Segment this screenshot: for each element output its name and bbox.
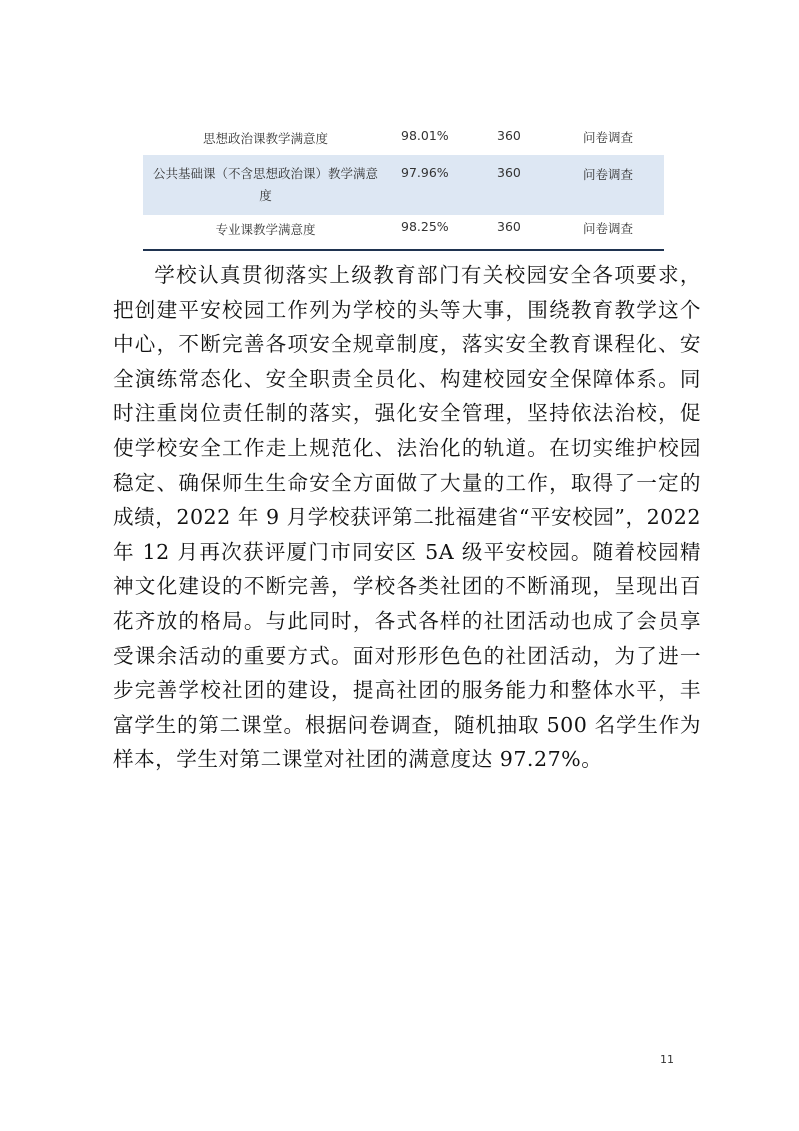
- row-percentage: 98.25%: [401, 219, 449, 234]
- table-row: [143, 155, 664, 215]
- row-percentage: 98.01%: [401, 128, 449, 143]
- page-number: 11: [660, 1053, 674, 1066]
- row-count: 360: [497, 219, 521, 234]
- row-count: 360: [497, 128, 521, 143]
- row-name: 公共基础课（不含思想政治课）教学满意度: [152, 166, 378, 203]
- row-percentage: 97.96%: [401, 165, 449, 180]
- table-row: [143, 118, 664, 155]
- satisfaction-table: [143, 118, 664, 249]
- row-name: 专业课教学满意度: [215, 222, 316, 237]
- row-method: 问卷调查: [583, 221, 634, 236]
- row-method: 问卷调查: [583, 130, 634, 145]
- row-count: 360: [497, 165, 521, 180]
- row-name: 思想政治课教学满意度: [202, 131, 328, 146]
- row-method: 问卷调查: [583, 167, 634, 182]
- body-paragraph: 学校认真贯彻落实上级教育部门有关校园安全各项要求，把创建平安校园工作列为学校的头等大事，围绕教育教学这个中心，不断完善各项安全规章制度，落实安全教育课程化、安全演练常态化、安全职责全员化、构建校园安全保障体系。同时注重岗位责任制的落实，强化安全管理，坚持依法治校，促使学校安全工作走上规范化、法治化的轨道。在切实维护校园稳定、确保师生生命安全方面做了大量的工作，取得了一定的成绩，2022 年 9 月学校获评第二批福建省“平安校园”，2022 年 12 月再次获评厦门市同安区 5A 级平安校园。随着校园精神文化建设的不断完善，学校各类社团的不断涌现，呈现出百花齐放的格局。与此同时，各式各样的社团活动也成了会员享受课余活动的重要方式。面对形形色色的社团活动，为了进一步完善学校社团的建设，提高社团的服务能力和整体水平，丰富学生的第二课堂。根据问卷调查，随机抽取 500 名学生作为样本，学生对第二课堂对社团的满意度达 97.27%。: [113, 263, 701, 772]
- table-bottom-rule: [143, 249, 664, 251]
- table-row: [143, 215, 664, 249]
